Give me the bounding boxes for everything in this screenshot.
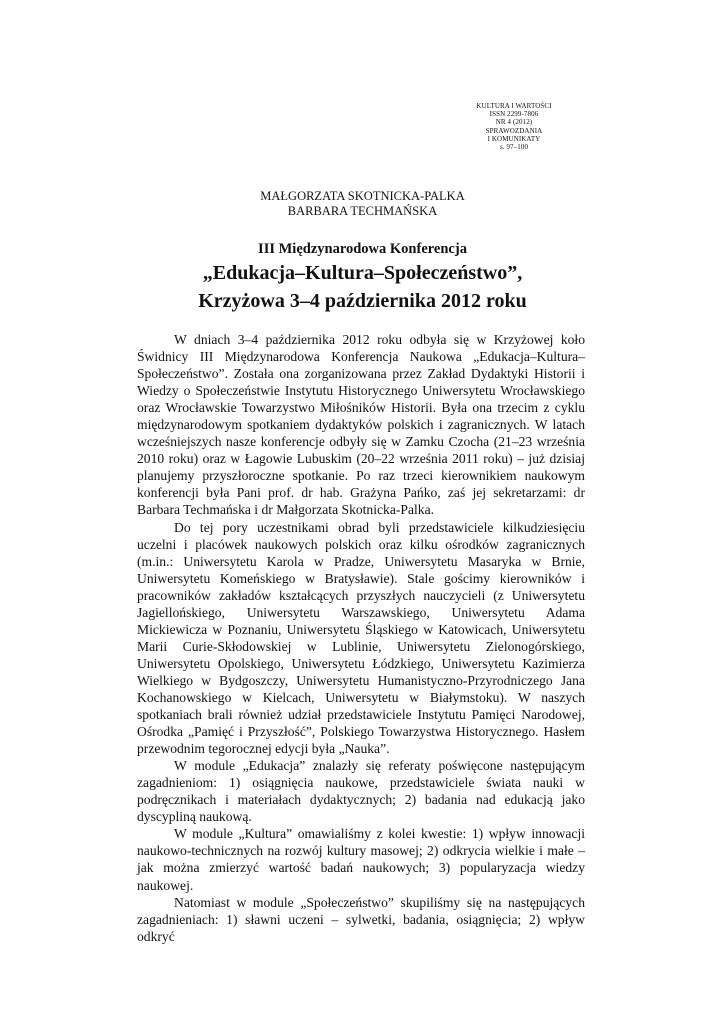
author-1: MAŁGORZATA SKOTNICKA-PALKA	[260, 189, 465, 203]
title-line-1: „Edukacja–Kultura–Społeczeństwo”,	[202, 262, 523, 284]
issue-number: NR 4 (2012)	[495, 118, 533, 127]
title-line-2: Krzyżowa 3–4 października 2012 roku	[198, 290, 527, 312]
article-title	[0, 240, 725, 314]
paragraph-1: W dniach 3–4 października 2012 roku odbyła się w Krzyżowej koło Świdnicy III Międzynarodowa Konferencja Naukowa „Edukacja–Kultura–Społeczeństwo”. Została ona zorganizowana przez Zakład Dydaktyki Historii i Wiedzy o Społeczeństwie Instytutu Historycznego Uniwersytetu Wrocławskiego oraz Wrocławskie Towarzystwo Miłośników Historii. Była ona trzecim z cyklu międzynarodowym spotkaniem dydaktyków polskich i zagranicznych. W latach wcześniejszych nasze konferencje odbyły się w Zamku Czocha (21–23 września 2010 roku) oraz w Łagowie Lubuskim (20–22 września 2011 roku) – już dzisiaj planujemy przyszłoroczne spotkanie. Po raz trzeci kierownikiem naukowym konferencji była Pani prof. dr hab. Grażyna Pańko, zaś jej sekretarzami: dr Barbara Techmańska i dr Małgorzata Skotnicka-Palka.	[137, 332, 585, 518]
paragraph-3: W module „Edukacja” znalazły się referaty poświęcone następującym zagadnieniom: 1) osiągnięcia naukowe, przedstawiciele świata nauki w podręcznikach i materiałach dydaktycznych; 2) badania nad edukacją jako dyscypliną naukową.	[137, 758, 585, 825]
section-name-cont: I KOMUNIKATY	[487, 134, 541, 143]
journal-title: KULTURA I WARTOŚCI	[476, 102, 552, 110]
paragraph-2: Do tej pory uczestnikami obrad byli przedstawiciele kilkudziesięciu uczelni i placówek naukowych polskich oraz kilku ośrodków zagranicznych (m.in.: Uniwersytetu Karola w Pradze, Uniwersytetu Masaryka w Brnie, Uniwersytetu Komeńskiego w Bratysławie). Stale gościmy kierowników i pracowników zakładów kształcących przyszłych nauczycieli (z Uniwersytetu Jagiellońskiego, Uniwersytetu Warszawskiego, Uniwersytetu Adama Mickiewicza w Poznaniu, Uniwersytetu Śląskiego w Katowicach, Uniwersytetu Marii Curie-Skłodowskiej w Lublinie, Uniwersytetu Zielonogórskiego, Uniwersytetu Opolskiego, Uniwersytetu Łódzkiego, Uniwersytetu Kazimierza Wielkiego w Bydgoszczy, Uniwersytetu Humanistyczno-Przyrodniczego Jana Kochanowskiego w Kielcach, Uniwersytetu w Białymstoku). W naszych spotkaniach brali również udział przedstawiciele Instytutu Pamięci Narodowej, Ośrodka „Pamięć i Przyszłość”, Polskiego Towarzystwa Historycznego. Hasłem przewodnim tegorocznej edycji była „Nauka”.	[137, 519, 585, 757]
issn: ISSN 2299-7806	[489, 110, 539, 119]
title-subtitle: III Międzynarodowa Konferencja	[258, 241, 467, 257]
article-body	[137, 331, 585, 945]
paragraph-5: Natomiast w module „Społeczeństwo” skupiliśmy się na następujących zagadnieniach: 1) sławni uczeni – sylwetki, badania, osiągnięcia; 2) wpływ odkryć	[137, 894, 585, 944]
section-name: SPRAWOZDANIA	[485, 126, 543, 135]
paragraph-4: W module „Kultura” omawialiśmy z kolei kwestie: 1) wpływ innowacji naukowo-technicznych na rozwój kultury masowej; 2) odkrycia wielkie i małe – jak można zmierzyć wartość badań naukowych; 3) popularyzacja wiedzy naukowej.	[137, 826, 585, 893]
author-2: BARBARA TECHMAŃSKA	[287, 204, 438, 218]
authors	[0, 189, 725, 219]
page-range: s. 97–100	[499, 143, 529, 152]
journal-metadata	[439, 102, 589, 151]
